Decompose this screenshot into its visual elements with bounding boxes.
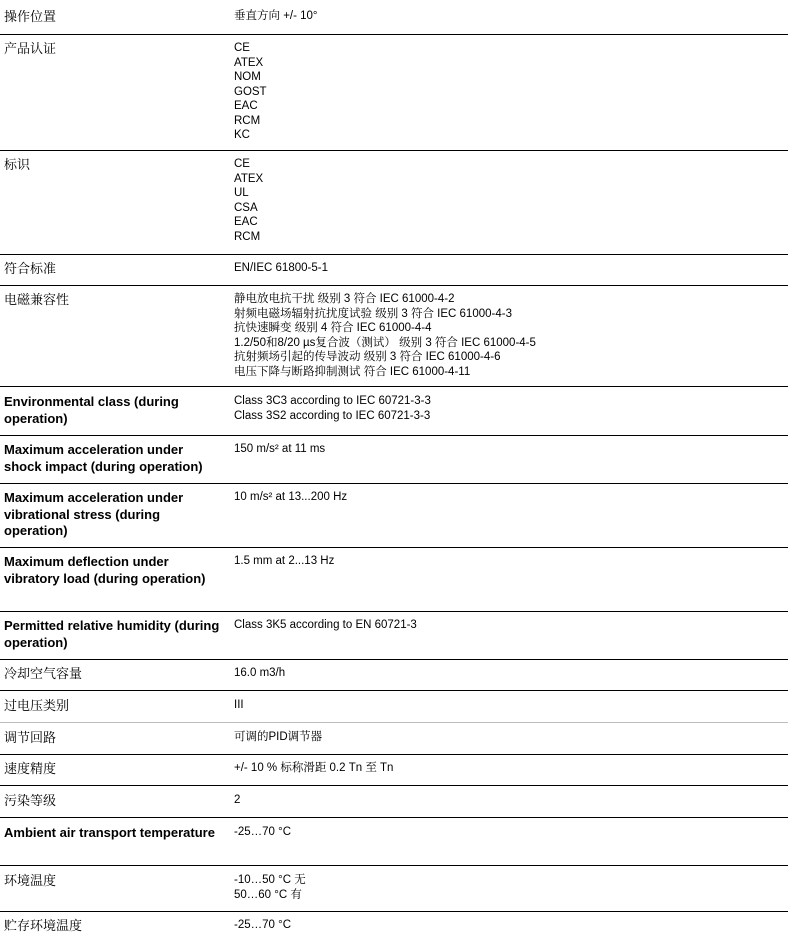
- spec-label: Environmental class (during operation): [4, 394, 179, 426]
- spec-label: 产品认证: [4, 41, 57, 56]
- spec-value-line: ATEX: [234, 56, 264, 69]
- spec-value: [234, 261, 784, 276]
- spec-value-line: 16.0 m3/h: [234, 667, 286, 679]
- spec-value-line: EN/IEC 61800-5-1: [234, 262, 328, 274]
- spec-value-line: III: [234, 699, 244, 711]
- spec-value: [234, 761, 784, 776]
- spec-value-line: RCM: [234, 114, 261, 127]
- row-divider: [0, 690, 788, 691]
- spec-value-line: 可调的PID调节器: [234, 731, 323, 743]
- spec-label: 操作位置: [4, 9, 57, 24]
- spec-value-line: ATEX: [234, 172, 264, 185]
- spec-value: [234, 825, 784, 840]
- spec-value-line: 射频电磁场辐射抗扰度试验 级别 3 符合 IEC 61000-4-3: [234, 307, 512, 320]
- row-divider: [0, 754, 788, 755]
- spec-value: [234, 698, 784, 713]
- spec-label: 过电压类别: [4, 698, 70, 713]
- spec-value-line: RCM: [234, 230, 261, 243]
- spec-value: [234, 442, 784, 457]
- spec-value-line: CE: [234, 158, 250, 170]
- row-divider: [0, 865, 788, 866]
- spec-value: [234, 9, 784, 24]
- spec-label: 污染等级: [4, 793, 57, 808]
- spec-value-line: +/- 10 % 标称滑距 0.2 Tn 至 Tn: [234, 762, 394, 774]
- spec-value-line: EAC: [234, 100, 258, 112]
- spec-label: 符合标准: [4, 261, 57, 276]
- spec-value-line: -25…70 °C: [234, 919, 292, 931]
- spec-value-line: 垂直方向 +/- 10°: [234, 10, 318, 22]
- spec-value-line: 静电放电抗干扰 级别 3 符合 IEC 61000-4-2: [234, 293, 455, 305]
- spec-label: 调节回路: [4, 730, 57, 745]
- spec-value-line: Class 3S2 according to IEC 60721-3-3: [234, 409, 431, 422]
- spec-value: [234, 666, 784, 681]
- spec-value-line: Class 3K5 according to EN 60721-3: [234, 619, 417, 631]
- spec-value-line: 10 m/s² at 13...200 Hz: [234, 491, 348, 503]
- spec-label: Maximum deflection under vibratory load (during operation): [4, 554, 206, 586]
- spec-value: [234, 554, 784, 569]
- spec-value: [234, 793, 784, 808]
- spec-label: 冷却空气容量: [4, 666, 83, 681]
- spec-value: [234, 490, 784, 505]
- row-divider: [0, 911, 788, 912]
- row-divider: [0, 150, 788, 151]
- spec-value-line: CE: [234, 42, 250, 54]
- spec-value-line: 电压下降与断路抑制测试 符合 IEC 61000-4-11: [234, 365, 471, 378]
- spec-value: [234, 292, 784, 379]
- spec-value-line: NOM: [234, 71, 261, 83]
- spec-label: 贮存环境温度: [4, 918, 83, 933]
- spec-value: [234, 618, 784, 633]
- spec-value-line: Class 3C3 according to IEC 60721-3-3: [234, 395, 431, 407]
- row-divider: [0, 483, 788, 484]
- row-divider: [0, 785, 788, 786]
- spec-value-line: CSA: [234, 201, 258, 214]
- spec-value-line: GOST: [234, 85, 267, 98]
- spec-value-line: EAC: [234, 216, 258, 228]
- spec-value-line: 50…60 °C 有: [234, 888, 302, 901]
- row-divider: [0, 547, 788, 548]
- spec-value: [234, 394, 784, 423]
- spec-label: Maximum acceleration under vibrational stress (during operation): [4, 490, 184, 538]
- spec-label: 环境温度: [4, 873, 57, 888]
- row-divider: [0, 285, 788, 286]
- spec-label: Ambient air transport temperature: [4, 825, 215, 840]
- spec-value: [234, 157, 784, 244]
- row-divider: [0, 435, 788, 436]
- row-divider: [0, 386, 788, 387]
- spec-label: 标识: [4, 157, 31, 172]
- spec-value: [234, 918, 784, 933]
- row-divider: [0, 817, 788, 818]
- spec-value: [234, 873, 784, 902]
- spec-value: [234, 41, 784, 143]
- row-divider: [0, 611, 788, 612]
- spec-label: Permitted relative humidity (during operation): [4, 618, 220, 650]
- spec-label: 电磁兼容性: [4, 292, 70, 307]
- spec-value-line: 150 m/s² at 11 ms: [234, 443, 326, 455]
- spec-label: Maximum acceleration under shock impact (during operation): [4, 442, 203, 474]
- row-divider: [0, 659, 788, 660]
- spec-value-line: UL: [234, 187, 249, 199]
- spec-value-line: -25…70 °C: [234, 826, 292, 838]
- row-divider: [0, 34, 788, 35]
- row-divider: [0, 254, 788, 255]
- spec-value-line: -10…50 °C 无: [234, 874, 306, 886]
- spec-value-line: KC: [234, 129, 250, 141]
- spec-value-line: 抗射频场引起的传导波动 级别 3 符合 IEC 61000-4-6: [234, 351, 501, 363]
- spec-value: [234, 730, 784, 745]
- spec-value-line: 1.5 mm at 2...13 Hz: [234, 555, 335, 567]
- spec-value-line: 抗快速瞬变 级别 4 符合 IEC 61000-4-4: [234, 322, 432, 334]
- row-divider: [0, 722, 788, 723]
- spec-value-line: 2: [234, 794, 241, 806]
- spec-label: 速度精度: [4, 761, 57, 776]
- spec-value-line: 1.2/50和8/20 µs复合波（测试） 级别 3 符合 IEC 61000-4-5: [234, 336, 536, 349]
